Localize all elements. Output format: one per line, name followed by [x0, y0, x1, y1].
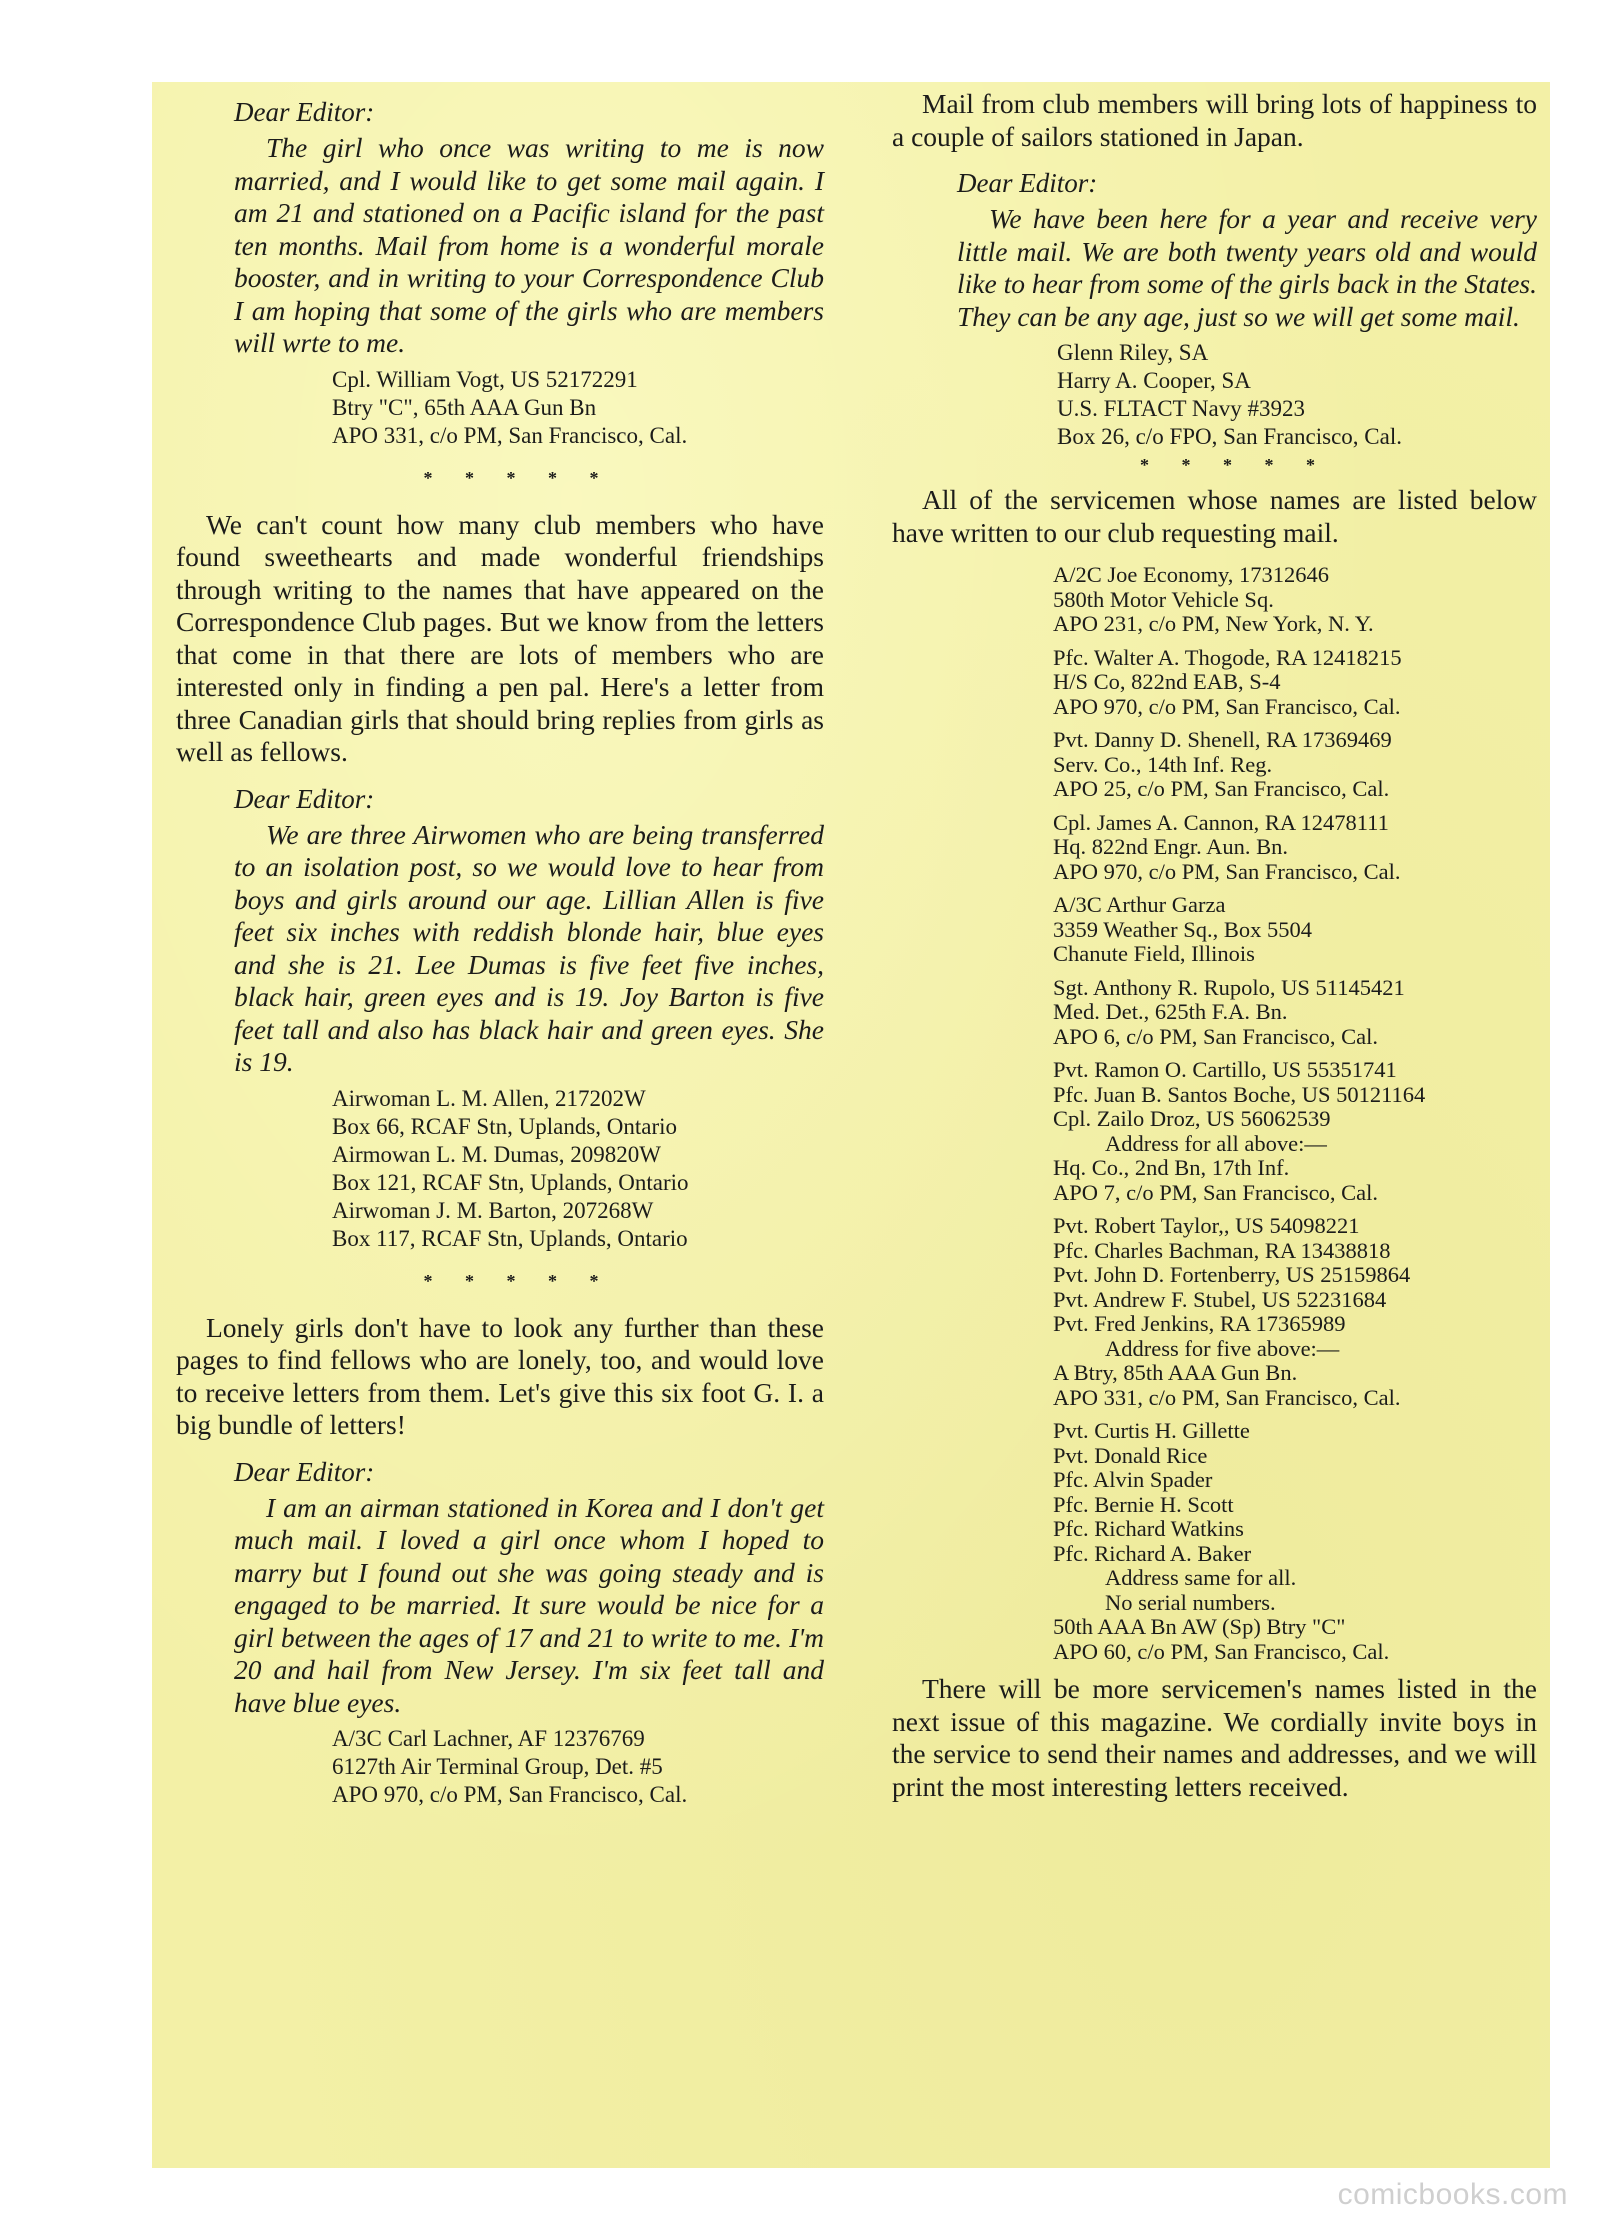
group-address-note: Address for five above:—	[1105, 1335, 1340, 1361]
signature-line: Airwoman J. M. Barton, 207268W	[332, 1197, 654, 1223]
entry-line: Cpl. James A. Cannon, RA 12478111	[1053, 809, 1389, 835]
entry-line: Pfc. Charles Bachman, RA 13438818	[1053, 1237, 1391, 1263]
letter-signature	[332, 1085, 832, 1253]
entry-line: 580th Motor Vehicle Sq.	[1053, 586, 1274, 612]
entry-line: Chanute Field, Illinois	[1053, 941, 1255, 966]
letter-salutation: Dear Editor:	[234, 783, 375, 814]
servicemen-list	[892, 563, 1537, 1664]
group-address-note: Address for all above:—	[1105, 1130, 1327, 1156]
editor-intro: Mail from club members will bring lots of happiness to a couple of sailors stationed in Japan.	[892, 88, 1537, 152]
entry-line: APO 25, c/o PM, San Francisco, Cal.	[1053, 776, 1390, 801]
entry-line: A Btry, 85th AAA Gun Bn.	[1053, 1360, 1298, 1385]
letter-salutation: Dear Editor:	[234, 97, 375, 127]
serviceman-entry	[1053, 563, 1537, 637]
signature-line: Box 117, RCAF Stn, Uplands, Ontario	[332, 1225, 688, 1251]
entry-line: Pvt. Fred Jenkins, RA 17365989	[1053, 1311, 1346, 1336]
entry-line: A/2C Joe Economy, 17312646	[1053, 562, 1330, 587]
entry-line: Pfc. Richard Watkins	[1053, 1516, 1244, 1541]
entry-line: APO 7, c/o PM, San Francisco, Cal.	[1053, 1179, 1378, 1205]
group-address-note: Address same for all.	[1105, 1565, 1297, 1590]
signature-line: Glenn Riley, SA	[1057, 340, 1209, 365]
site-watermark: comicbooks.com	[1337, 2178, 1568, 2211]
signature-line: Box 26, c/o FPO, San Francisco, Cal.	[1057, 424, 1402, 449]
entry-line: Pvt. Danny D. Shenell, RA 17369469	[1053, 727, 1392, 752]
left-column	[164, 82, 832, 1813]
entry-line: Pfc. Richard A. Baker	[1053, 1540, 1252, 1566]
entry-line: Sgt. Anthony R. Rupolo, US 51145421	[1053, 974, 1405, 1000]
letter-body: We are three Airwomen who are being transferred to an isolation post, so we would love to hear from boys and girls around our age. Lillian Allen is five feet six inches with reddish blonde hair, blue eyes and she is 21. Lee Dumas is five feet five inches, black hair, green eyes and is 19. Joy Barton is five feet tall and also has black hair and green eyes. She is 19.	[234, 818, 824, 1077]
letter-signature	[1057, 339, 1537, 451]
entry-line: Pvt. Andrew F. Stubel, US 52231684	[1053, 1286, 1387, 1312]
entry-line: Pvt. Curtis H. Gillette	[1053, 1418, 1250, 1443]
serviceman-entry	[1053, 811, 1537, 885]
entry-line: Hq. 822nd Engr. Aun. Bn.	[1053, 834, 1289, 859]
entry-line: Hq. Co., 2nd Bn, 17th Inf.	[1053, 1155, 1290, 1180]
signature-line: Cpl. William Vogt, US 52172291	[332, 366, 638, 392]
entry-line: APO 970, c/o PM, San Francisco, Cal.	[1053, 693, 1401, 719]
entry-line: Pfc. Bernie H. Scott	[1053, 1491, 1234, 1517]
serviceman-entry	[1053, 646, 1537, 720]
section-divider: * * * * *	[423, 1270, 613, 1291]
entry-line: APO 60, c/o PM, San Francisco, Cal.	[1053, 1638, 1390, 1664]
entry-line: A/3C Arthur Garza	[1053, 892, 1226, 917]
entry-line: APO 331, c/o PM, San Francisco, Cal.	[1053, 1384, 1401, 1410]
signature-line: APO 331, c/o PM, San Francisco, Cal.	[332, 422, 688, 448]
entry-line: Med. Det., 625th F.A. Bn.	[1053, 999, 1288, 1024]
serviceman-group	[1053, 1058, 1537, 1205]
editor-intro: We can't count how many club members who have found sweethearts and made wonderful friendships through writing to the names that have appeared on the Correspondence Club pages. But we know from the letters that come in that there are lots of members who are interested only in finding a pen pal. Here's a letter from three Canadian girls that should bring replies from girls as well as fellows.	[176, 508, 824, 767]
letter-signature	[332, 1725, 832, 1809]
entry-line: Pvt. Robert Taylor,, US 54098221	[1053, 1213, 1360, 1238]
group-address-note: No serial numbers.	[1105, 1589, 1276, 1615]
magazine-page	[152, 82, 1550, 2168]
closing-paragraph: There will be more servicemen's names listed in the next issue of this magazine. We cordially invite boys in the service to send their names and addresses, and we will print the most interesting letters received.	[892, 1673, 1537, 1802]
entry-line: Pvt. Donald Rice	[1053, 1442, 1208, 1468]
section-divider: * * * * *	[1140, 455, 1329, 475]
entry-line: APO 231, c/o PM, New York, N. Y.	[1053, 611, 1374, 636]
signature-line: Btry "C", 65th AAA Gun Bn	[332, 394, 597, 420]
serviceman-group	[1053, 1214, 1537, 1410]
letter-body: The girl who once was writing to me is now married, and I would like to get some mail again. I am 21 and stationed on a Pacific island for the past ten months. Mail from home is a wonderful morale booster, and in writing to your Correspondence Club I am hoping that some of the girls who are members will wrte to me.	[234, 132, 824, 358]
entry-line: H/S Co, 822nd EAB, S-4	[1053, 669, 1281, 694]
signature-line: Box 66, RCAF Stn, Uplands, Ontario	[332, 1113, 678, 1139]
serviceman-entry	[1053, 893, 1537, 967]
entry-line: Pfc. Walter A. Thogode, RA 12418215	[1053, 644, 1402, 670]
section-divider: * * * * *	[423, 467, 613, 488]
letter-salutation: Dear Editor:	[234, 1456, 375, 1487]
letter-body: We have been here for a year and receive very little mail. We are both twenty years old and would like to hear from some of the girls back in the States. They can be any age, just so we will get some mail.	[957, 203, 1537, 332]
entry-line: Cpl. Zailo Droz, US 56062539	[1053, 1106, 1331, 1131]
right-column	[892, 82, 1537, 1817]
signature-line: Airmowan L. M. Dumas, 209820W	[332, 1141, 661, 1167]
signature-line: Airwoman L. M. Allen, 217202W	[332, 1085, 646, 1111]
serviceman-entry	[1053, 728, 1537, 802]
entry-line: Pvt. Ramon O. Cartillo, US 55351741	[1053, 1057, 1397, 1082]
signature-line: 6127th Air Terminal Group, Det. #5	[332, 1754, 663, 1779]
entry-line: Pfc. Juan B. Santos Boche, US 50121164	[1053, 1081, 1426, 1107]
editor-intro: All of the servicemen whose names are listed below have written to our club requesting mail.	[892, 484, 1537, 548]
entry-line: 50th AAA Bn AW (Sp) Btry "C"	[1053, 1614, 1346, 1639]
letter-body: I am an airman stationed in Korea and I don't get much mail. I loved a girl once whom I hoped to marry but I found out she was going steady and is engaged to be married. It sure would be nice for a girl between the ages of 17 and 21 to write to me. I'm 20 and hail from New Jersey. I'm six feet tall and have blue eyes.	[234, 1491, 824, 1718]
letter-salutation: Dear Editor:	[957, 168, 1098, 198]
entry-line: APO 6, c/o PM, San Francisco, Cal.	[1053, 1023, 1378, 1049]
entry-line: APO 970, c/o PM, San Francisco, Cal.	[1053, 858, 1401, 884]
serviceman-group	[1053, 1419, 1537, 1664]
signature-line: Harry A. Cooper, SA	[1057, 368, 1251, 393]
signature-line: Box 121, RCAF Stn, Uplands, Ontario	[332, 1169, 689, 1195]
editor-intro: Lonely girls don't have to look any further than these pages to find fellows who are lonely, too, and would love to receive letters from them. Let's give this six foot G. I. a big bundle of letters!	[176, 1311, 824, 1440]
entry-line: Serv. Co., 14th Inf. Reg.	[1053, 751, 1273, 777]
letter-signature	[332, 366, 832, 450]
entry-line: Pfc. Alvin Spader	[1053, 1467, 1213, 1492]
entry-line: 3359 Weather Sq., Box 5504	[1053, 916, 1313, 942]
serviceman-entry	[1053, 976, 1537, 1050]
signature-line: APO 970, c/o PM, San Francisco, Cal.	[332, 1782, 688, 1807]
entry-line: Pvt. John D. Fortenberry, US 25159864	[1053, 1262, 1411, 1287]
signature-line: A/3C Carl Lachner, AF 12376769	[332, 1726, 645, 1751]
signature-line: U.S. FLTACT Navy #3923	[1057, 396, 1305, 421]
